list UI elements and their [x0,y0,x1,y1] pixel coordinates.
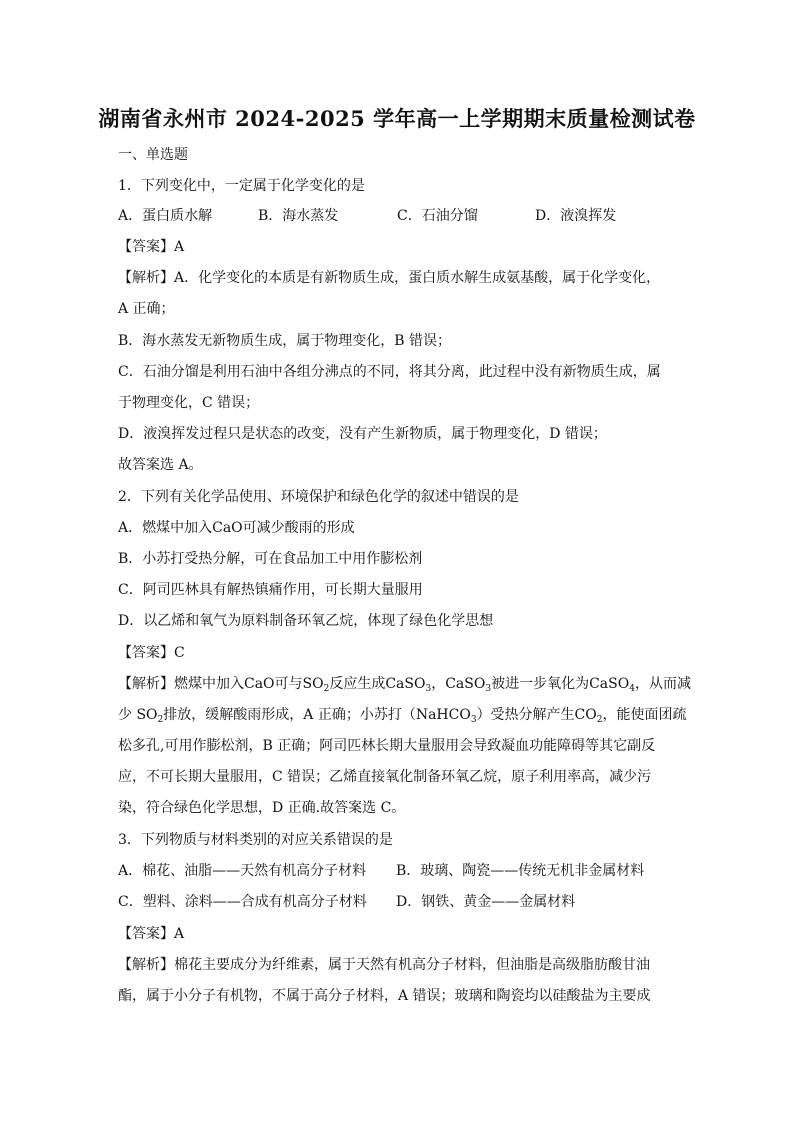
question-3-analysis-line: 【解析】棉花主要成分为纤维素，属于天然有机高分子材料，但油脂是高级脂肪酸甘油 [118,957,650,973]
question-1-analysis-line: 于物理变化，C 错误； [118,395,260,411]
question-1-analysis-line: C．石油分馏是利用石油中各组分沸点的不同，将其分离，此过程中没有新物质生成，属 [118,364,661,380]
question-3-analysis-line: 酯，属于小分子有机物，不属于高分子材料，A 错误；玻璃和陶瓷均以硅酸盐为主要成 [118,988,651,1004]
question-3-option-b: B．玻璃、陶瓷——传统无机非金属材料 [396,863,645,879]
question-1-stem: 1．下列变化中，一定属于化学变化的是 [118,178,365,194]
question-2-analysis-line: 少 $SO_2$排放，缓解酸雨形成，A 正确；小苏打（NaHCO$_3$）受热分解产生$CO_2$，能使面团疏 [118,707,687,725]
question-1-analysis-line: B．海水蒸发无新物质生成，属于物理变化，B 错误； [118,333,452,349]
question-2-analysis-line: 染，符合绿色化学思想，D 正确.故答案选 C。 [118,800,406,816]
question-1-analysis-line: 【解析】A．化学变化的本质是有新物质生成，蛋白质水解生成氨基酸，属于化学变化， [118,270,661,286]
question-2-analysis-line: 松多孔,可用作膨松剂，B 正确；阿司匹林长期大量服用会导致凝血功能障碍等其它副反 [118,738,656,754]
question-1-analysis-line: A 正确； [118,301,175,317]
question-2-stem: 2．下列有关化学品使用、环境保护和绿色化学的叙述中错误的是 [118,489,519,505]
question-3-option-d: D．钢铁、黄金——金属材料 [396,894,576,910]
question-1-analysis-line: 故答案选 A。 [118,457,203,473]
question-3-answer: 【答案】A [118,926,185,942]
question-2-answer: 【答案】C [118,645,185,661]
question-1-analysis-line: D．液溴挥发过程只是状态的改变，没有产生新物质，属于物理变化，D 错误； [118,426,607,442]
question-1-option-c: C．石油分馏 [397,208,478,224]
question-2-analysis-line: 【解析】燃煤中加入CaO可与$SO_2$反应生成CaSO$_3$，CaSO$_3$被进一步氧化为CaSO$_4$，从而减 [118,676,691,694]
question-2-option-c: C．阿司匹林具有解热镇痛作用，可长期大量服用 [118,582,423,598]
question-1-option-a: A．蛋白质水解 [118,208,213,224]
section-heading: 一、单选题 [118,147,188,163]
question-2-option-d: D．以乙烯和氧气为原料制备环氧乙烷，体现了绿色化学思想 [118,613,494,629]
question-2-analysis-line: 应，不可长期大量服用，C 错误；乙烯直接氧化制备环氧乙烷，原子利用率高，减少污 [118,769,652,785]
document-title: 湖南省永州市 2024-2025 学年高一上学期期末质量检测试卷 [98,106,696,131]
question-3-stem: 3．下列物质与材料类别的对应关系错误的是 [118,832,393,848]
question-3-option-c: C．塑料、涂料——合成有机高分子材料 [118,894,367,910]
question-2-option-a: A．燃煤中加入CaO可减少酸雨的形成 [118,520,355,536]
question-1-option-d: D．液溴挥发 [535,208,617,224]
question-2-option-b: B．小苏打受热分解，可在食品加工中用作膨松剂 [118,551,423,567]
question-1-answer: 【答案】A [118,239,185,255]
question-3-option-a: A．棉花、油脂——天然有机高分子材料 [118,863,367,879]
question-1-option-b: B．海水蒸发 [258,208,339,224]
